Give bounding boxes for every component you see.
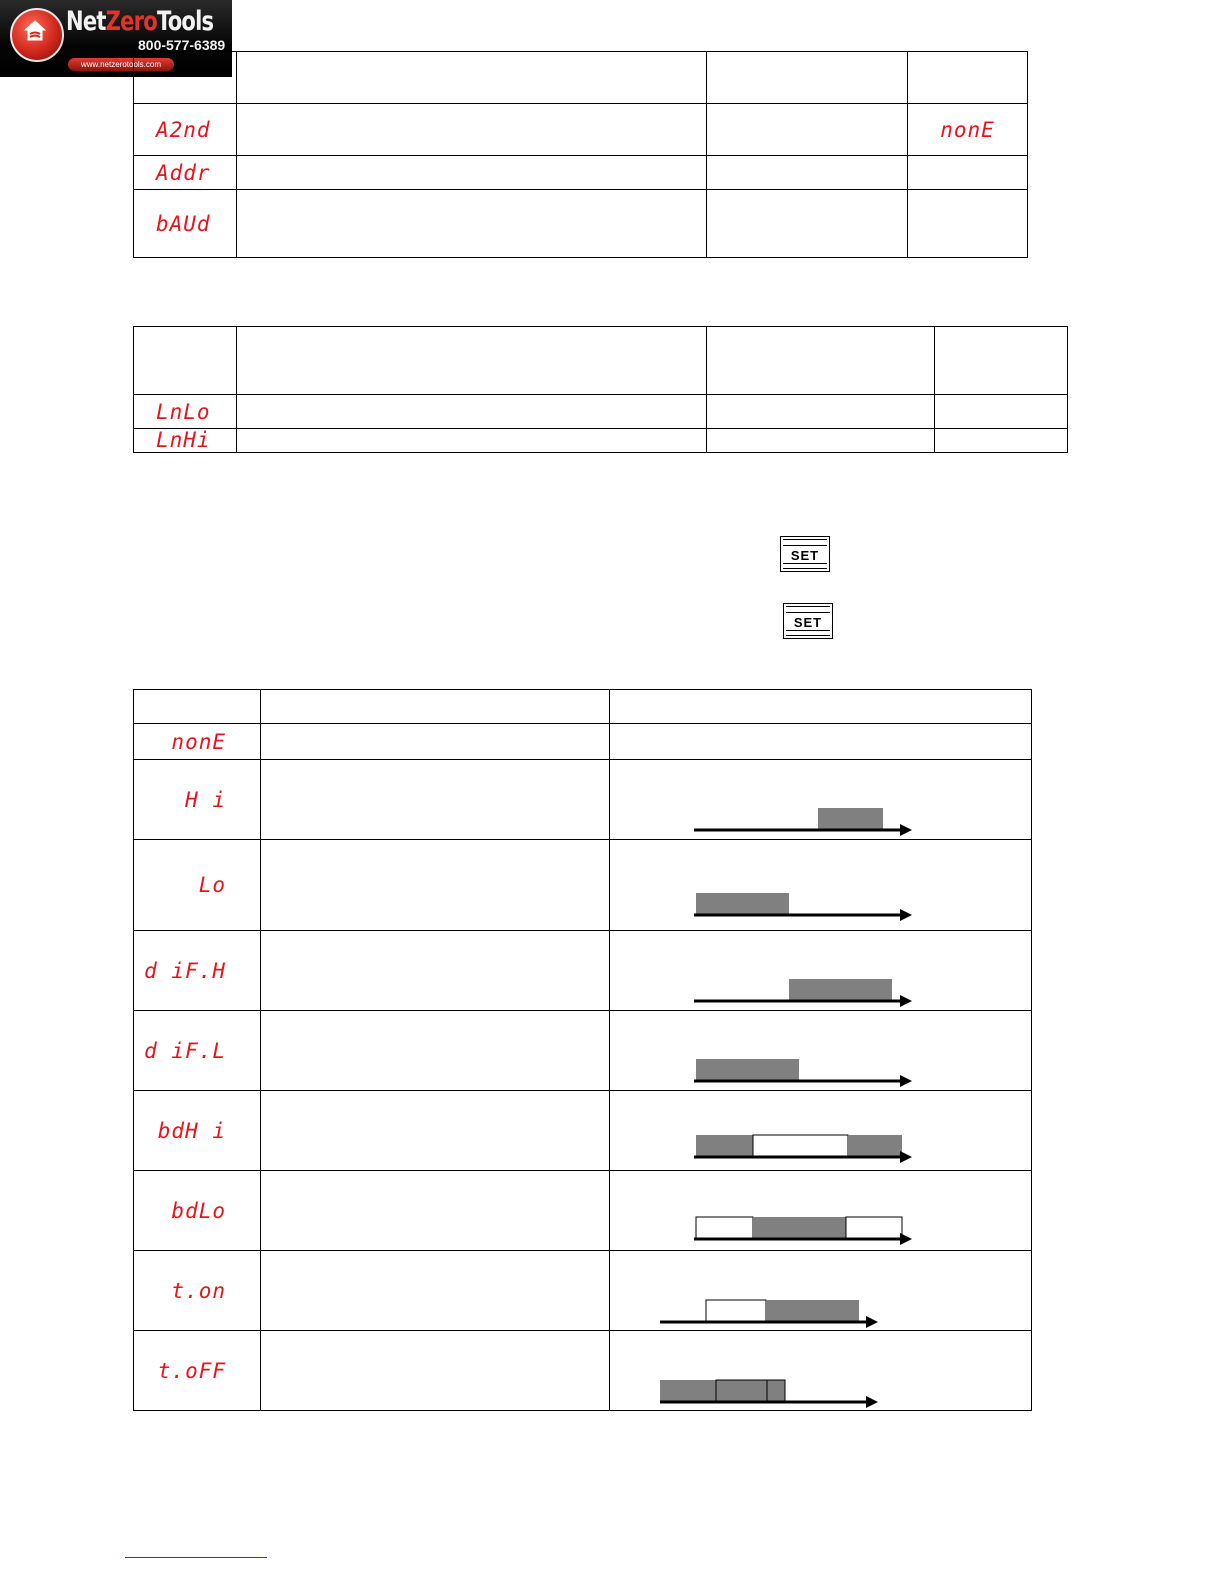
table-row: [134, 760, 1032, 840]
alarm-diagram-svg: [610, 1131, 1030, 1211]
alarm-diagram-svg: [610, 1291, 1030, 1371]
table-row: [134, 724, 1032, 760]
inactive-region-box: [696, 1217, 753, 1239]
set-key-icon: SET: [783, 603, 833, 639]
table-row: [134, 104, 1028, 156]
alarm-code-cell: t.on: [134, 1251, 261, 1331]
alarm-code-cell: d iF.L: [134, 1011, 261, 1091]
param-code-cell: [134, 52, 237, 104]
footer-link-underline: [125, 1557, 267, 1558]
alarm-code-cell: t.oFF: [134, 1331, 261, 1411]
logo-phone: 800-577-6389: [138, 37, 226, 53]
set-key-icon: SET: [780, 536, 830, 572]
table-row: [134, 690, 1032, 724]
alarm-region-box: [848, 1135, 902, 1157]
arrow-head-icon: [866, 1316, 878, 1328]
inactive-region-box: [753, 1135, 848, 1157]
alarm-region-box: [660, 1380, 716, 1402]
alarm-region-box: [696, 1059, 799, 1081]
inactive-region-box: [706, 1300, 766, 1322]
arrow-head-icon: [900, 1233, 912, 1245]
param-code-cell: [134, 327, 237, 395]
communication-params-table: [133, 51, 1028, 258]
alarm-region-box: [753, 1217, 846, 1239]
table-row: [134, 190, 1028, 258]
alarm-code-cell: d iF.H: [134, 931, 261, 1011]
table-row: [134, 156, 1028, 190]
house-icon: [24, 19, 46, 43]
alarm-diagram-svg: [610, 885, 1030, 965]
alarm-diagram-svg: [610, 1051, 1030, 1131]
arrow-head-icon: [900, 824, 912, 836]
alarm-diagram-svg: [610, 1211, 1030, 1291]
logo-name: NetZeroTools: [66, 6, 214, 37]
alarm-mode-table: [133, 689, 1032, 1411]
arrow-head-icon: [900, 1075, 912, 1087]
table-row: [134, 52, 1028, 104]
alarm-region-box: [789, 979, 892, 1001]
logo-url: www.netzerotools.com: [68, 58, 174, 71]
alarm-region-box: [696, 893, 789, 915]
param-code-cell: bAUd: [134, 190, 237, 258]
table-row: [134, 429, 1068, 453]
alarm-code-cell: H i: [134, 760, 261, 840]
alarm-region-box: [818, 808, 883, 830]
alarm-region-box: [696, 1135, 753, 1157]
arrow-head-icon: [866, 1396, 878, 1408]
param-code-cell: Addr: [134, 156, 237, 190]
param-code-cell: LnHi: [134, 429, 237, 453]
arrow-head-icon: [900, 995, 912, 1007]
alarm-code-cell: nonE: [134, 724, 261, 760]
alarm-diagram-svg: [610, 1371, 1030, 1451]
alarm-diagram-svg: [610, 971, 1030, 1051]
alarm-region-box: [766, 1300, 859, 1322]
alarm-region-box: [767, 1380, 785, 1402]
alarm-code-cell: Lo: [134, 840, 261, 931]
alarm-region-box: [716, 1380, 767, 1402]
default-value-cell: nonE: [908, 104, 1028, 156]
param-code-cell: LnLo: [134, 395, 237, 429]
linear-params-table: [133, 326, 1068, 453]
alarm-diagram-svg: [610, 800, 1030, 880]
table-row: [134, 327, 1068, 395]
table-row: [134, 395, 1068, 429]
alarm-code-cell: bdH i: [134, 1091, 261, 1171]
inactive-region-box: [846, 1217, 902, 1239]
arrow-head-icon: [900, 1151, 912, 1163]
param-code-cell: A2nd: [134, 104, 237, 156]
arrow-head-icon: [900, 909, 912, 921]
alarm-code-cell: bdLo: [134, 1171, 261, 1251]
